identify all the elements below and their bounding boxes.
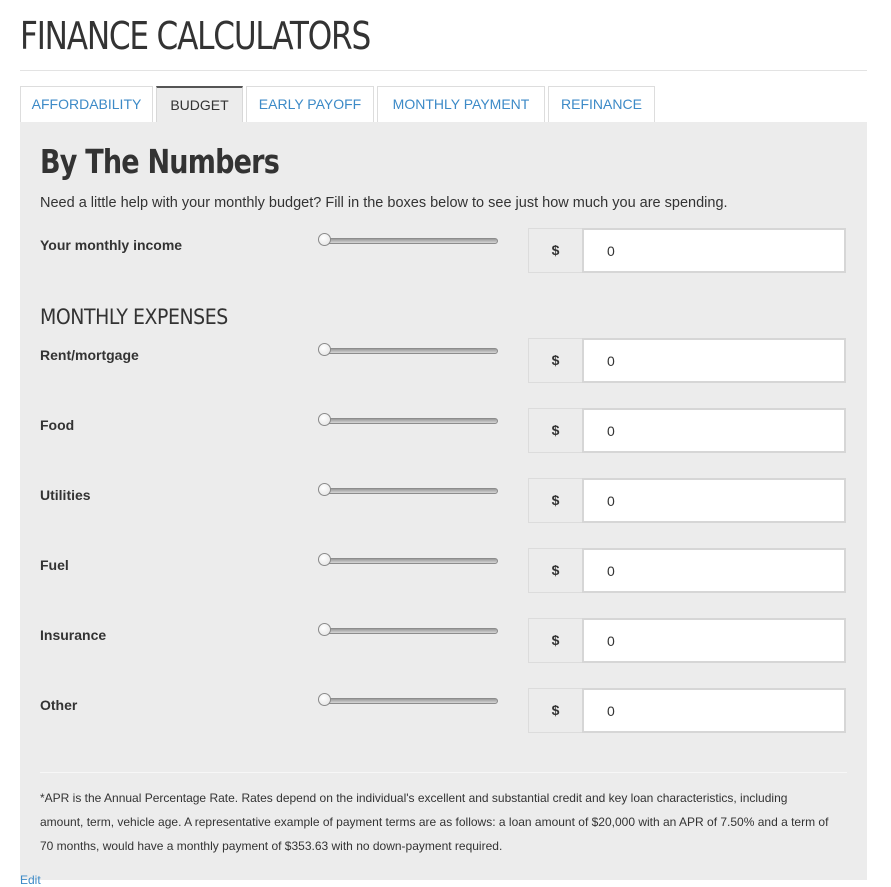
insurance-slider[interactable] <box>318 624 500 640</box>
slider-handle[interactable] <box>318 233 331 246</box>
expense-label: Fuel <box>40 557 69 573</box>
currency-addon: $ <box>528 478 582 523</box>
slider-handle[interactable] <box>318 553 331 566</box>
food-slider[interactable] <box>318 414 500 430</box>
slider-track <box>326 698 498 704</box>
insurance-input-group <box>528 618 846 663</box>
rent-mortgage-input[interactable] <box>582 338 846 383</box>
food-input[interactable] <box>582 408 846 453</box>
income-row <box>20 234 867 280</box>
expense-row-fuel <box>20 554 867 600</box>
expense-row-utilities <box>20 484 867 530</box>
expense-label: Insurance <box>40 627 107 643</box>
currency-addon: $ <box>528 228 582 273</box>
fuel-input[interactable] <box>582 548 846 593</box>
currency-addon: $ <box>528 548 582 593</box>
income-input-group <box>528 228 846 273</box>
budget-panel <box>20 122 867 880</box>
expense-row-other <box>20 694 867 740</box>
tab-affordability[interactable]: AFFORDABILITY <box>20 86 153 122</box>
expense-row-food <box>20 414 867 460</box>
utilities-slider[interactable] <box>318 484 500 500</box>
utilities-input[interactable] <box>582 478 846 523</box>
expense-label: Other <box>40 697 78 713</box>
rent-mortgage-slider[interactable] <box>318 344 500 360</box>
slider-handle[interactable] <box>318 483 331 496</box>
title-divider <box>20 70 867 71</box>
page-title: FINANCE CALCULATORS <box>20 14 370 58</box>
utilities-input-group <box>528 478 846 523</box>
calculator-tabs <box>20 86 658 123</box>
income-label: Your monthly income <box>40 237 183 253</box>
expenses-heading: MONTHLY EXPENSES <box>40 305 228 329</box>
other-input-group <box>528 688 846 733</box>
slider-track <box>326 488 498 494</box>
currency-addon: $ <box>528 688 582 733</box>
fuel-slider[interactable] <box>318 554 500 570</box>
currency-addon: $ <box>528 618 582 663</box>
income-slider[interactable] <box>318 234 500 250</box>
slider-handle[interactable] <box>318 343 331 356</box>
slider-track <box>326 238 498 244</box>
other-slider[interactable] <box>318 694 500 710</box>
slider-track <box>326 348 498 354</box>
section-heading: By The Numbers <box>40 142 279 181</box>
tab-monthly-payment[interactable]: MONTHLY PAYMENT <box>377 86 545 122</box>
tab-budget[interactable]: BUDGET <box>156 86 243 123</box>
expense-row-insurance <box>20 624 867 670</box>
rent-mortgage-input-group <box>528 338 846 383</box>
slider-handle[interactable] <box>318 623 331 636</box>
slider-track <box>326 628 498 634</box>
slider-track <box>326 558 498 564</box>
other-input[interactable] <box>582 688 846 733</box>
currency-addon: $ <box>528 338 582 383</box>
slider-handle[interactable] <box>318 693 331 706</box>
disclaimer-divider <box>40 772 847 773</box>
intro-text: Need a little help with your monthly budget? Fill in the boxes below to see just how much you are spending. <box>40 195 728 211</box>
currency-addon: $ <box>528 408 582 453</box>
income-input[interactable] <box>582 228 846 273</box>
fuel-input-group <box>528 548 846 593</box>
tab-early-payoff[interactable]: EARLY PAYOFF <box>246 86 374 122</box>
apr-disclaimer: *APR is the Annual Percentage Rate. Rates depend on the individual's excellent and substantial credit and key loan characteristics, including amount, term, vehicle age. A representative example of payment terms are as follows: a loan amount of $20,000 with an APR of 7.50% and a term of 70 months, would have a monthly payment of $353.63 with no down-payment required. <box>40 791 829 853</box>
expense-label: Utilities <box>40 487 91 503</box>
expense-row-rent-mortgage <box>20 344 867 390</box>
expense-label: Rent/mortgage <box>40 347 139 363</box>
expense-label: Food <box>40 417 75 433</box>
tab-refinance[interactable]: REFINANCE <box>548 86 655 122</box>
slider-track <box>326 418 498 424</box>
food-input-group <box>528 408 846 453</box>
edit-link[interactable]: Edit <box>20 873 41 887</box>
slider-handle[interactable] <box>318 413 331 426</box>
insurance-input[interactable] <box>582 618 846 663</box>
